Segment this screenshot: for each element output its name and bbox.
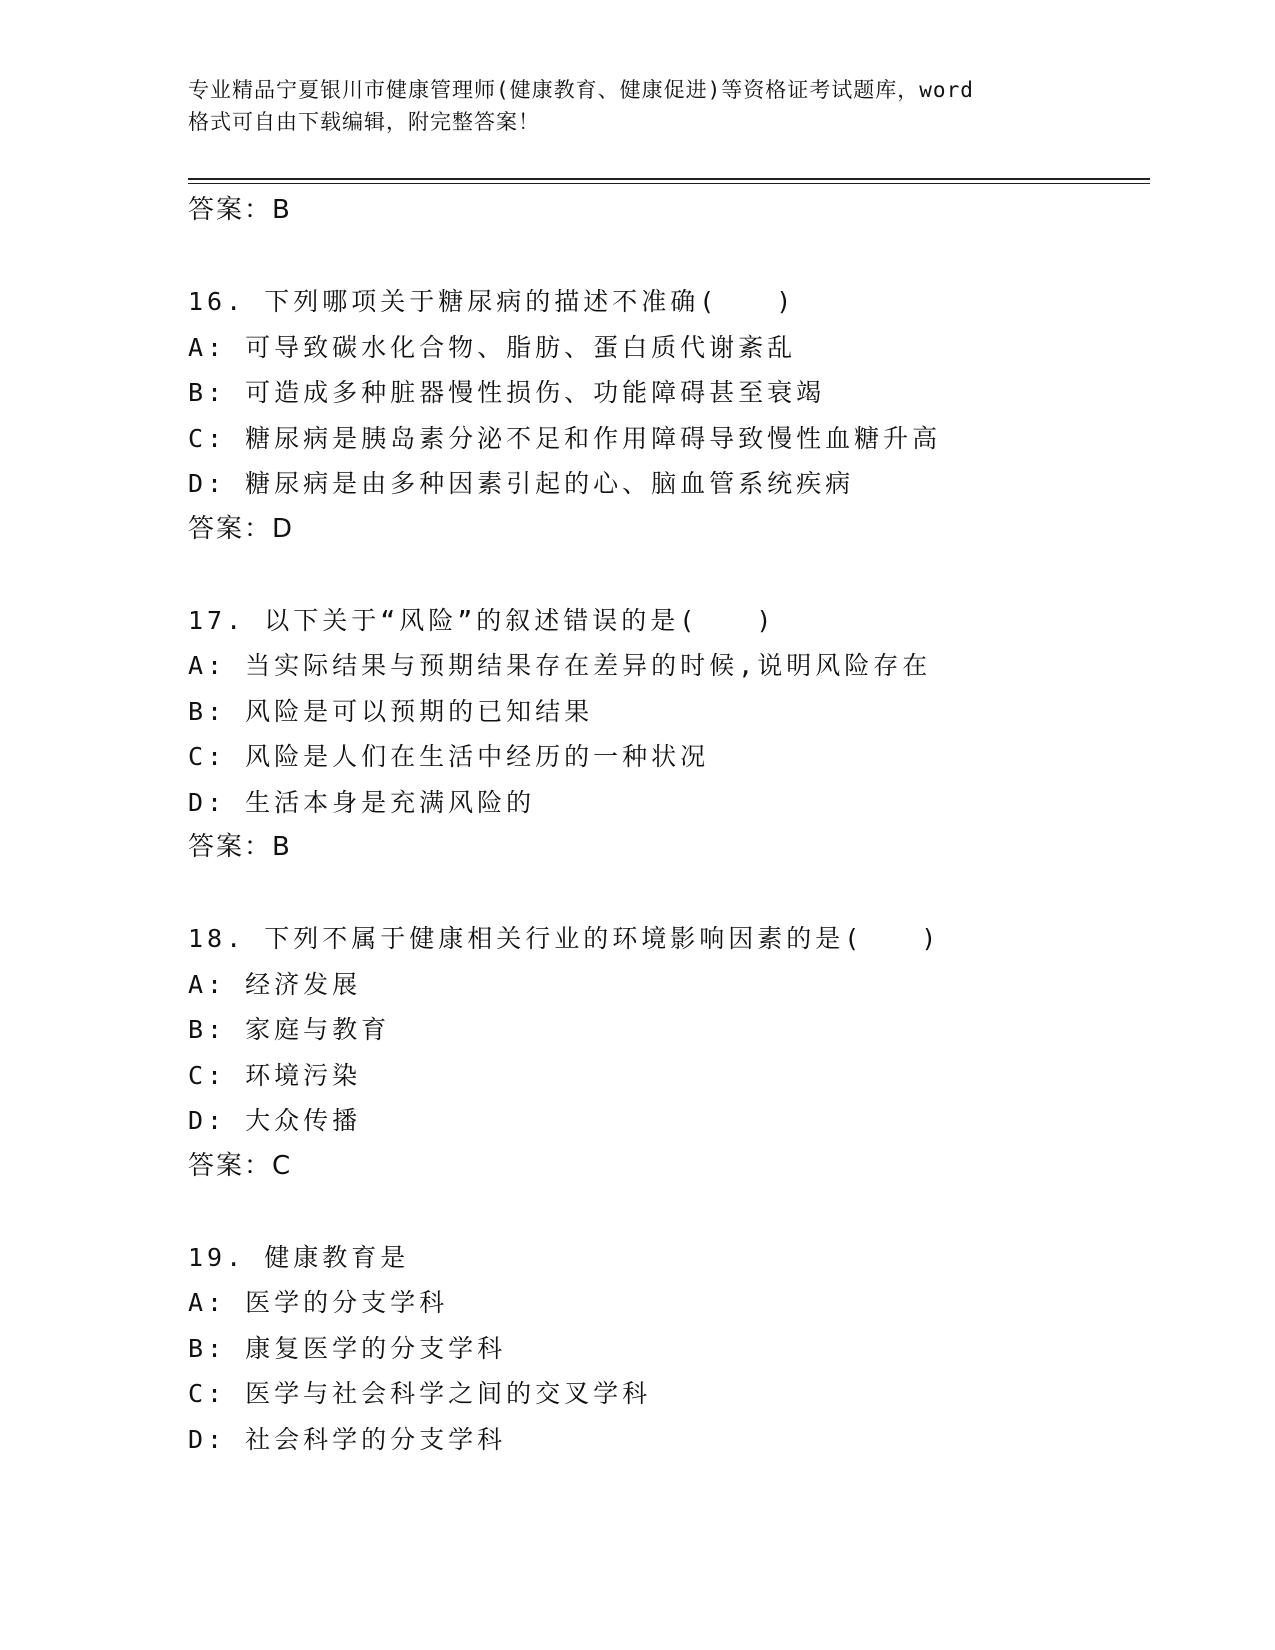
option-d: D: 大众传播 <box>188 1106 362 1135</box>
header-line-2: 格式可自由下载编辑，附完整答案！ <box>188 110 540 134</box>
question-stem: 19. 健康教育是 <box>188 1242 410 1272</box>
option-c: C: 风险是人们在生活中经历的一种状况 <box>188 742 710 771</box>
answer: 答案：B <box>188 832 292 862</box>
option-b: B: 风险是可以预期的已知结果 <box>188 696 594 726</box>
option-c: C: 糖尿病是胰岛素分泌不足和作用障碍导致慢性血糖升高 <box>188 423 942 453</box>
option-a: A: 当实际结果与预期结果存在差异的时候,说明风险存在 <box>188 651 932 680</box>
option-b: B: 家庭与教育 <box>188 1015 391 1044</box>
question-stem: 18. 下列不属于健康相关行业的环境影响因素的是( ) <box>188 924 941 953</box>
option-a: A: 可导致碳水化合物、脂肪、蛋白质代谢紊乱 <box>188 332 797 362</box>
answer: 答案：C <box>188 1150 293 1181</box>
option-d: D: 社会科学的分支学科 <box>188 1424 507 1454</box>
option-c: C: 医学与社会科学之间的交叉学科 <box>188 1379 652 1408</box>
previous-answer: 答案：B <box>188 195 292 225</box>
spacer <box>188 234 1148 280</box>
option-c: C: 环境污染 <box>188 1060 362 1090</box>
spacer <box>188 871 1148 917</box>
option-a: A: 医学的分支学科 <box>188 1288 449 1317</box>
option-b: B: 康复医学的分支学科 <box>188 1333 507 1363</box>
question-list <box>188 188 1148 1462</box>
page-header <box>188 74 1068 138</box>
spacer <box>188 552 1148 598</box>
question-block-18 <box>188 916 1148 1189</box>
spacer <box>188 1189 1148 1235</box>
header-divider-thin <box>188 183 1150 184</box>
question-block-16 <box>188 279 1148 552</box>
answer: 答案：D <box>188 513 295 544</box>
header-line-1: 专业精品宁夏银川市健康管理师(健康教育、健康促进)等资格证考试题库，word <box>188 78 974 102</box>
question-block-19 <box>188 1235 1148 1463</box>
option-d: D: 生活本身是充满风险的 <box>188 787 536 817</box>
question-stem: 16. 下列哪项关于糖尿病的描述不准确( ) <box>188 287 796 316</box>
question-stem: 17. 以下关于“风险”的叙述错误的是( ) <box>188 605 776 635</box>
header-divider-thick <box>188 178 1150 180</box>
question-block-17 <box>188 598 1148 871</box>
option-a: A: 经济发展 <box>188 969 362 999</box>
option-d: D: 糖尿病是由多种因素引起的心、脑血管系统疾病 <box>188 469 855 498</box>
option-b: B: 可造成多种脏器慢性损伤、功能障碍甚至衰竭 <box>188 378 826 407</box>
